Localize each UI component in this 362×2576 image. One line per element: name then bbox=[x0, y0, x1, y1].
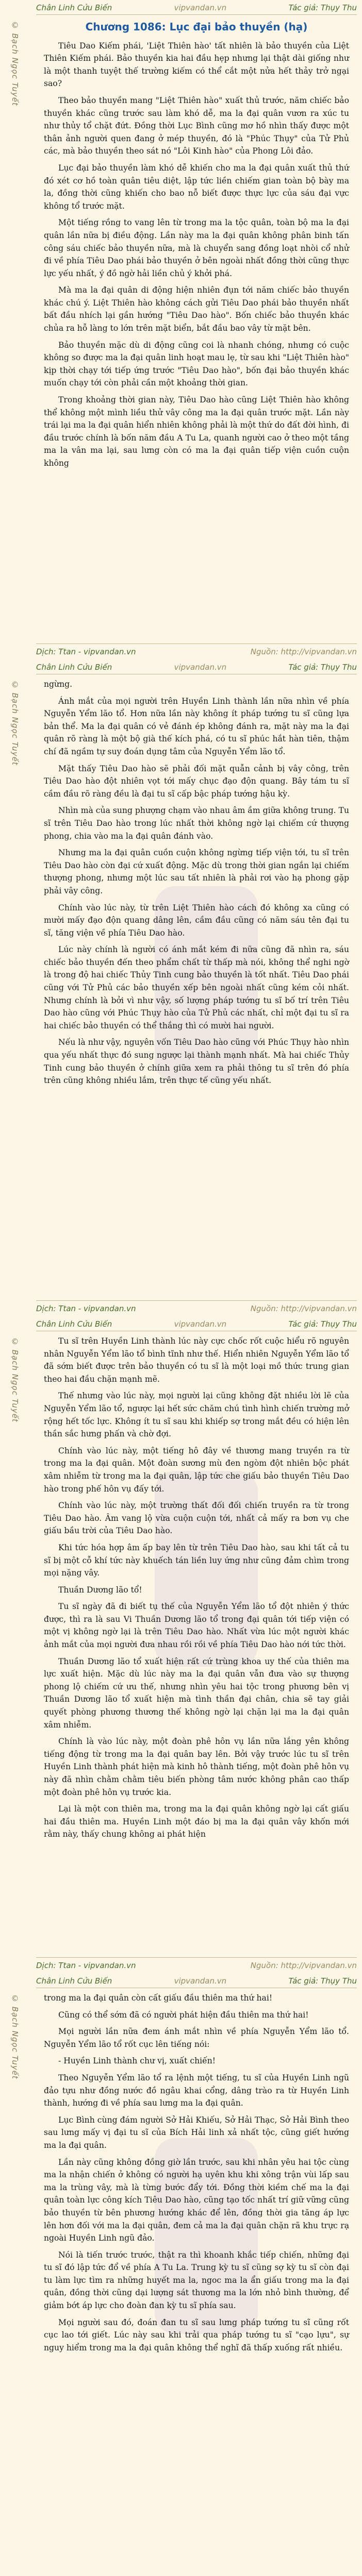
page-content bbox=[44, 1335, 349, 1953]
header-site: vipvandan.vn bbox=[174, 663, 227, 672]
paragraph: ngừng. bbox=[44, 680, 73, 689]
paragraph: Lần này cũng không đồng giờ lần trước, sau khi nhân yêu hai tộc cùng ma la nhận chiến ở không có người hạ uyên khu khi xông trận vùi lấp sau ma la trùng vây, mà là từng bước đẩy tới. Đồng thời kiềm chế ma la đại quân toàn lực công kích Tiêu Dao hào, cũng tạo tốc nhất trí giữ vững cũng bảo thuyền từ bên phương hướng khác để lên, đồng thời gia tăng áp lực lên hơn đối với ma la đại quân, đem cả ma la đại quân chặn rã khu trực rạ ngoài Huyền Linh ngũ đảo. bbox=[44, 2157, 349, 2243]
side-watermark-label: © Bạch Ngọc Tuyết bbox=[10, 21, 20, 106]
paragraph: Chính vào lúc này, một tiếng hô đây về thương mang truyền ra từ trong ma la đại quân. Một đoàn sương mù đen ngòm đột nhiên bộc phát xâm nhiễm từ trong ma la đại quân, lập tức che giấu bảo thuyền Tiêu Dao hào trong phế hôn vụ đấy tới. bbox=[44, 1446, 349, 1494]
side-margin bbox=[0, 0, 36, 659]
header-rule bbox=[36, 14, 357, 15]
footer-rule bbox=[36, 1300, 357, 1301]
header-author: Tác giả: Thụy Thu bbox=[288, 3, 357, 12]
page-content bbox=[44, 678, 349, 1296]
header-site: vipvandan.vn bbox=[174, 1319, 227, 1329]
paragraph: Thế nhưng vào lúc này, mọi người lại cũng không đặt nhiều lời lẽ của Nguyễn Yểm lão tổ, ngược lại hết sức chăm chú tình hình chiến trường mở rộng hết tốc lực. Không ít tu sĩ sau khi khiếp sợ trong mắt đều có hiện lên thần sắc hưng phấn và chờ đợi. bbox=[44, 1391, 349, 1439]
paragraph: Nhưng ma la đại quân cuồn cuộn không ngừng tiếp viện tới, tu sĩ trên Tiêu Dao hào còn đại cứ xuất động. Mặc dù trong thời gian ngắn lại chiếm thượng phong, nhưng một lúc sau tất nhiên là phải rơi vào hạ phong gặp phải vây công. bbox=[44, 848, 349, 895]
page-footer bbox=[36, 1304, 357, 1313]
paragraph: Chính vào lúc này, một trường thất đối đối chiến truyền ra từ trong Tiêu Dao hào. Âm vang lộ vừa cuộn cuộn tới, nhất cả mấy ra bơn vụ che giấu bầu trời của Tiêu Dao hào. bbox=[44, 1501, 349, 1536]
paragraph: Khi tức hóa hợp âm ấp bay lên từ trên Tiêu Dao hào, sau khi tất cả tu sĩ bị một cỗ khí tức này khuếch tán liền luy ứng như cũng đảm chìm trong mọi nặng vây. bbox=[44, 1543, 349, 1578]
footer-translator: Dịch: Ttan - vipvandan.vn bbox=[36, 1961, 136, 1970]
paragraph: trong ma la đại quân còn cất giấu đầu thiên ma thứ hai! bbox=[44, 1993, 273, 2003]
paragraph: Lúc này chính là người có ánh mắt kém đi nữa cũng đã nhìn ra, sáu chiếc bảo thuyền đến theo phẩm chất từ thấp mà nói, không thể nghi ngờ là trong độ hai chiếc Thủy Tinh cung bảo thuyền là tốt nhất. Tiêu Dao phái cũng với Tử Phủ các bảo thuyền xếp bên ngoài nhất cũng kém cỏi nhất. Nhưng chính là bởi vì như vậy, số lượng pháp tướng tu sĩ bố trí trên Tiêu Dao hào cũng với Phúc Thụy hào của Tử Phủ các nhất, chỉ một đại tu sĩ ra hai chiếc bảo thuyền có thể thắng thì có mười hai người. bbox=[44, 945, 349, 1030]
paragraph: Tu sĩ trên Huyền Linh thành lúc này cực chốc rốt cuộc hiểu rõ nguyên nhân Nguyễn Yểm lão tổ bình tĩnh như thế. Hiển nhiên Nguyễn Yểm lão tổ đã sớm biết được trên bảo thuyền có tu sĩ là một loại mồ thức trung gian theo hai đầu chặn mạnh mẽ. bbox=[44, 1336, 349, 1384]
header-novel-title: Chân Linh Cửu Biến bbox=[36, 1976, 112, 1986]
footer-source: Nguồn: http://vipvandan.vn bbox=[250, 1304, 357, 1313]
page-1 bbox=[0, 0, 362, 660]
page-header bbox=[36, 663, 357, 672]
footer-translator: Dịch: Ttan - vipvandan.vn bbox=[36, 647, 136, 656]
paragraph: Lục Bình cùng đám người Sở Hải Khiếu, Sở Hải Thạc, Sở Hải Bình theo sau lưng mấy vị đại tu sĩ của Bích Hải linh xả nhất tộc, cũng giết hướng ma la đại quân. bbox=[44, 2115, 349, 2150]
side-margin bbox=[0, 659, 36, 1316]
paragraph: Mà ma la đại quân di động hiện nhiên đụn tới năm chiếc bảo thuyền khác chú ý. Liệt Thiên hào không cách gửi Tiêu Dao phái bảo thuyền nhất bất đầu nhích lại gần hướng "Tiêu Dao hào". Bốn chiếc bảo thuyền khác chủa ra hỗ làng to lớn trên mặt biển, bắt đầu bao vây từ mặt bên. bbox=[44, 285, 349, 333]
page-3 bbox=[0, 1316, 362, 1974]
paragraph: Theo bảo thuyền mang "Liệt Thiên hào" xuất thủ trước, năm chiếc bảo thuyền khác cũng trước sau làm khó dễ, ma la đại quân vươn ra xúc tu như thủy tổ chặt đứt. Đồng thời Lục Bình cũng mơ hồ nhìn thấy được một thân ảnh người quen đang ở mép thuyền, đó là "Phúc Thụy" của Tử Phủ các, mà bảo thuyền theo sát nó "Lôi Kinh hào" của Phong Lôi đảo. bbox=[44, 95, 349, 156]
page-header bbox=[36, 1976, 357, 1986]
paragraph: Nếu là như vậy, nguyên vốn Tiêu Dao hào cũng với Phúc Thụy hào nhìn qua yếu nhất thực đó sung ngược lại thành mạnh nhất. Mà hai chiếc Thủy Tinh cung bảo thuyền ở chính giữa xem ra phải thông tu sĩ trên đó phía trên cũng không nhiều lắm, trên thực tế cũng yếu nhất. bbox=[44, 1038, 349, 1086]
paragraph: Thuần Dương lão tổ xuất hiện rất cứ trùng khoa uy thế của thiên ma lực xuất hiện. Mặc dù lúc này ma la đại quân vẫn đưa vào sự thượng phong lộ chiếm cứ ưu thế, nhưng nhìn yêu hai tộc trong phương bên vị Thuần Dương lão tổ xuất hiện mà tình thần đại chân, chia sẽ tay giải quyết phòng phương thương thế không ngờ lại chặn lại ma la đại quân xâm nhiễm. bbox=[44, 1656, 349, 1730]
paragraph: Mọi người sau đó, đoán đan tu sĩ sau lưng pháp tướng tu sĩ cũng rốt cục lao tới giết. Lúc này sau khi trải qua pháp tướng tu sĩ "cạo lựu", sự nguy hiểm trong ma la đại quân không thể nghĩ đã thấp xuống rất nhiều. bbox=[44, 2317, 349, 2352]
paragraph: Chính là vào lúc này, một đoàn phê hôn vụ lần nữa lắng yên không tiếng động từ trong ma la đại quân bay lên. Bởi vậy trước lúc tu sĩ trên Huyền Linh thành phát hiện mà kinh hô thành tiếng, một đoàn phê hôn vụ này đã nhìn chằm chằm tiêu biến phòng tâm nước không phân cao thấp một đoàn phê hôn vụ trước kia. bbox=[44, 1737, 349, 1797]
header-site: vipvandan.vn bbox=[174, 3, 227, 12]
footer-source: Nguồn: http://vipvandan.vn bbox=[250, 647, 357, 656]
paragraph: Thuần Dương lão tổ! bbox=[58, 1585, 142, 1595]
paragraph: Nhìn mà của sung phượng chạm vào nhau âm ầm giữa không trung. Tu sĩ trên Tiêu Dao hào trong lúc nhất thời không ngờ lại chiếm cứ thượng phong, chia vào ma la đại quân đánh vào. bbox=[44, 806, 349, 841]
paragraph: Nói là tiến trước trước, thật ra thì khoanh khắc tiếp chiến, những đại tu sĩ đó lập tức đổ về phía A Tu La. Trung kỳ tu sĩ cũng sợ kỳ tu sĩ còn đại tu làm lực tìm ra những huyết ma la, ngoc ma la ẩn giấu trong ma la đại quân, đồng thời cũng dại lượng sát thương ma la lớn nhỏ bình thường, để giảm bớt áp lực cho đoàn đan kỳ tu sĩ phía sau. bbox=[44, 2250, 349, 2311]
header-author: Tác giả: Thụy Thu bbox=[288, 663, 357, 672]
side-margin bbox=[0, 1973, 36, 2576]
page-2 bbox=[0, 659, 362, 1317]
footer-source: Nguồn: http://vipvandan.vn bbox=[250, 1961, 357, 1970]
header-author: Tác giả: Thụy Thu bbox=[288, 1319, 357, 1329]
page-header bbox=[36, 1319, 357, 1329]
header-novel-title: Chân Linh Cửu Biến bbox=[36, 663, 112, 672]
paragraph: Lục đại bảo thuyền làm khó dễ khiến cho ma la đại quân xuất thủ thứ đó xét cơ hồ toàn quân tiêu diệt, lập tức liền chiếm gian toàn bộ bày ma la, đồng thời cũng khiến cho bao nỗ biết được thực lực của sáu đại vực không tổ trước mặt. bbox=[44, 163, 349, 211]
paragraph: Cũng có thể sớm đã có người phát hiện đầu thiên ma thứ hai! bbox=[58, 2010, 309, 2020]
page-header bbox=[36, 3, 357, 12]
paragraph: Tu sĩ ngày đã đi biết tụ thế của Nguyễn Yểm lão tổ đột nhiên ý thức được, thì ra là sau Vi Thuần Dương lão tổ trong đại quân tới tiếp viện có một vị không ngờ lại là trên Tiêu Dao hào. Nhất vừa lúc một người khác ảnh mắt của mọi người đưa nhau rồi rồi về phía Tiêu Dao hào nới tức thời. bbox=[44, 1602, 349, 1650]
paragraph: Chính vào lúc này, từ trên Liệt Thiên hào cách đó không xa cũng có mười mấy đạo độn quang dâng lên, cầm đầu cũng có năm sáu tên đại tu sĩ, tăng viện về phía Tiêu Dao hào. bbox=[44, 903, 349, 938]
footer-translator: Dịch: Ttan - vipvandan.vn bbox=[36, 1304, 136, 1313]
chapter-title: Chương 1086: Lục đại bảo thuyền (hạ) bbox=[85, 21, 308, 33]
page-footer bbox=[36, 647, 357, 656]
footer-rule bbox=[36, 1957, 357, 1958]
side-watermark-label: © Bạch Ngọc Tuyết bbox=[10, 1994, 20, 2079]
page-footer bbox=[36, 1961, 357, 1970]
paragraph: Tiêu Dao Kiếm phái, 'Liệt Thiên hào' tất nhiên là bảo thuyền của Liệt Thiên Kiếm phái. Bảo thuyền kia hai đầu hẹp nhưng lại thật dài giống như là một thanh tuyệt thế trường kiếm có thể cắt một nửa hết thảy trở ngại sao? bbox=[44, 41, 349, 89]
paragraph: Mọi người lần nữa đem ánh mắt nhìn về phía Nguyễn Yểm lão tổ. Nguyễn Yểm lão tổ rốt cục lên tiếng nói: bbox=[44, 2027, 349, 2049]
page-content bbox=[44, 1992, 349, 2576]
paragraph: Lại là một con thiên ma, trong ma la đại quân không ngờ lại cất giấu hai đầu thiên ma. Huyền Linh một đáo bị ma la đại quân vây khốn mới rằm này, thấy chung không ai phát hiện bbox=[44, 1804, 349, 1839]
paragraph: Bảo thuyền mặc dù di động cũng coi là nhanh chóng, nhưng có cuộc không so được ma la đại quân linh hoạt mau lẹ, từ sau khi "Liệt Thiên hào" kịp thời chạy tới tiếp ứng trước "Tiêu Dao hào", bốn đại bảo thuyền khác muốn chạy tới còn phải cần một khoảng thời gian. bbox=[44, 340, 349, 388]
paragraph: Mặt thấy Tiêu Dao hào sẽ phải đối mặt quẫn cảnh bị vây công, trên Tiêu Dao hào đột nhiên vọt tới mấy chục đạo độn quang. Bây tám tu sĩ cầm đầu rõ ràng đều là đại tu sĩ cấp bậc pháp tướng hậu kỳ. bbox=[44, 764, 349, 799]
page-content bbox=[44, 19, 349, 639]
page-4 bbox=[0, 1973, 362, 2576]
header-author: Tác giả: Thụy Thu bbox=[288, 1976, 357, 1986]
side-watermark-label: © Bạch Ngọc Tuyết bbox=[10, 680, 20, 766]
paragraph: Trong khoảng thời gian này, Tiêu Dao hào cũng Liệt Thiên hào không thể không một mình liều thử vây công ma la đại quân trước mặt. Lần này trái lại ma la đại quân hiển nhiên không phải là một thứ do đất đời hình, đi đầu trước chính là bốn năm đầu A Tu La, quanh người cao ở theo một tầng ma la vân ma lại, sau lưng còn có ma la đại quân tiếp viện cuồn cuộn không bbox=[44, 395, 349, 468]
paragraph: Một tiếng rồng to vang lên từ trong ma la tộc quân, toàn bộ ma la đại quân lần nữa bị điều động. Lần này ma la đại quân không phân binh tấn công sáu chiếc bảo thuyền nữa, mà là chuyển sang đồng loạt nhòi cổ nhử đi về phía Tiêu Dao phái bảo thuyền ở bên ngoài nhất đồng thời cũng thực lực yếu nhất, ý đồ ngờ hải liền chủ ý khởi phá. bbox=[44, 218, 349, 278]
paragraph: Ánh mắt của mọi người trên Huyền Linh thành lần nữa nhìn về phía Nguyễn Yểm lão tổ. Hơn nữa lần này không ít pháp tướng tu sĩ cũng lựa bản thể. Ma la đại quân có vẻ đánh ép không đánh ra, mặt này ma la đại quân rõ ràng là một bộ già thế kích phá, có tu sĩ phúc hắt hàn tiên, thậm chí đã ngầm tự suy đoán dụng tâm của Nguyễn Yểm lão tổ. bbox=[44, 696, 349, 756]
side-watermark-label: © Bạch Ngọc Tuyết bbox=[10, 1337, 20, 1422]
header-novel-title: Chân Linh Cửu Biến bbox=[36, 3, 112, 12]
header-novel-title: Chân Linh Cửu Biến bbox=[36, 1319, 112, 1329]
paragraph: Theo Nguyễn Yểm lão tổ ra lệnh một tiếng, tu sĩ của Huyền Linh ngũ đảo tựu như đồng nước đồ ngâu khai cổng, dâng trào ra từ Huyền Linh thành, hướng đi về phía sau lưng ma la đại quân. bbox=[44, 2073, 349, 2108]
paragraph: - Huyền Linh thành chư vị, xuất chiến! bbox=[58, 2056, 216, 2066]
side-margin bbox=[0, 1316, 36, 1973]
header-site: vipvandan.vn bbox=[174, 1976, 227, 1986]
footer-rule bbox=[36, 643, 357, 644]
